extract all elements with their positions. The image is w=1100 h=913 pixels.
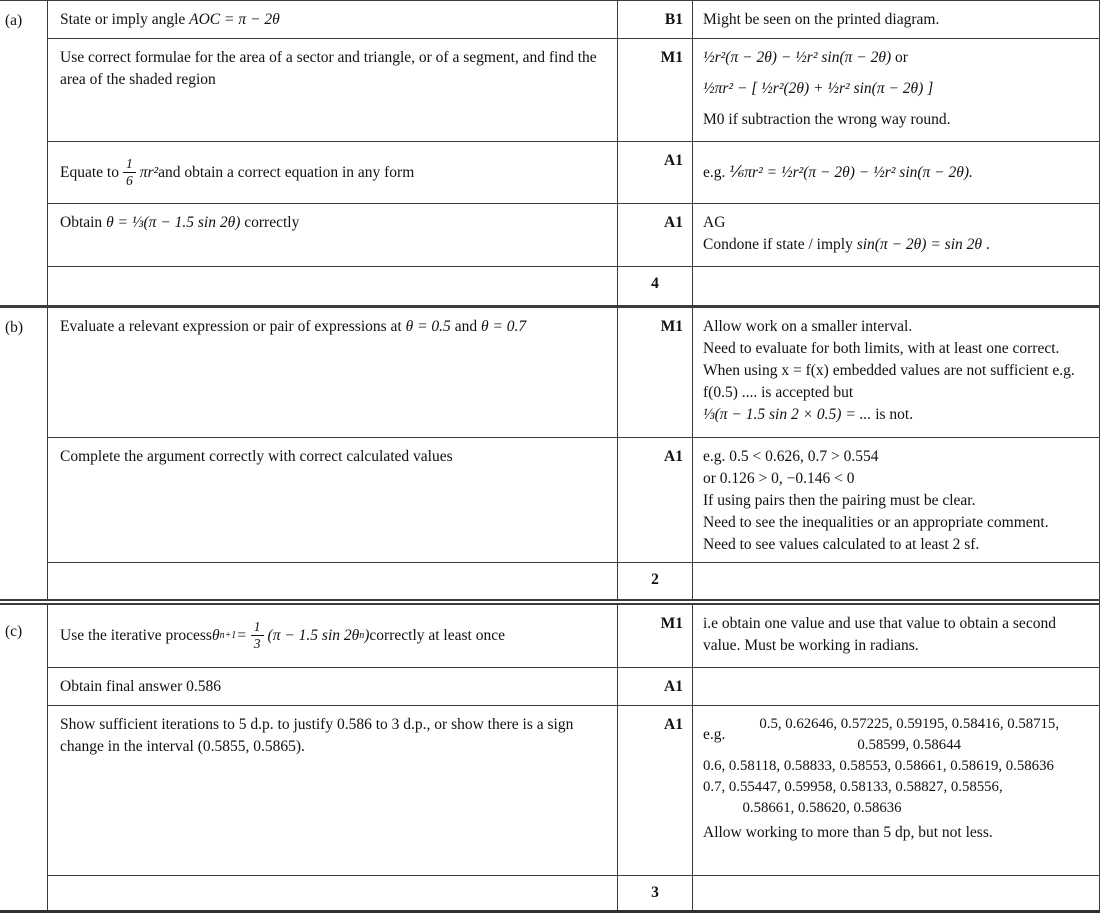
desc-cell <box>48 39 618 142</box>
mark-cell: A1 <box>618 706 693 876</box>
mark-cell: A1 <box>618 142 693 204</box>
comment-cell <box>693 1 1099 39</box>
math-expression: ⅙πr² = ½r²(π − 2θ) − ½r² sin(π − 2θ). <box>729 163 973 181</box>
comment-cell <box>693 142 1099 204</box>
desc-text: Equate to <box>60 163 119 181</box>
math-expression: sin(π − 2θ) = sin 2θ <box>856 236 982 253</box>
desc-text: Show sufficient iterations to 5 d.p. to justify 0.586 to 3 d.p., or show there is a sign change in the interval (0.5855, 0.5865). <box>60 715 574 755</box>
desc-cell-empty <box>48 267 618 305</box>
mark-cell: B1 <box>618 1 693 39</box>
comment-text: is not. <box>871 405 914 423</box>
desc-text: Complete the argument correctly with correct calculated values <box>60 447 453 465</box>
desc-text: Use correct formulae for the area of a sector and triangle, or of a segment, and find the area of the shaded region <box>60 49 597 88</box>
comment-text: Need to see values calculated to at least 2 sf. <box>703 535 980 553</box>
comment-text: or <box>891 49 908 66</box>
mark-cell: A1 <box>618 438 693 563</box>
iteration-values: 0.6, 0.58118, 0.58833, 0.58553, 0.58661, 0.58619, 0.58636 <box>703 757 1054 774</box>
mark-cell: M1 <box>618 308 693 438</box>
mark-cell: A1 <box>618 668 693 706</box>
fraction-numerator: 1 <box>123 157 136 173</box>
desc-cell <box>48 706 618 876</box>
part-label: (b) <box>0 308 48 599</box>
desc-text: correctly <box>240 214 300 231</box>
comment-text: Allow work on a smaller interval. <box>703 317 913 335</box>
total-marks-cell: 4 <box>618 267 693 305</box>
comment-text: AG <box>703 214 726 231</box>
mark-cell: A1 <box>618 204 693 267</box>
desc-text: Obtain <box>60 214 107 231</box>
comment-cell <box>693 308 1099 438</box>
comment-text: Allow working to more than 5 dp, but not less. <box>703 823 993 841</box>
fraction-denominator: 6 <box>125 173 133 188</box>
mark-cell: M1 <box>618 39 693 142</box>
fraction-denominator: 3 <box>253 636 261 651</box>
fraction <box>251 620 264 651</box>
part-label: (c) <box>0 605 48 911</box>
comment-text: Might be seen on the printed diagram. <box>703 11 940 28</box>
comment-cell-empty <box>693 563 1099 599</box>
desc-text: Obtain final answer 0.586 <box>60 677 221 695</box>
desc-text: and obtain a correct equation in any form <box>158 163 415 181</box>
comment-cell <box>693 204 1099 267</box>
comment-cell-empty <box>693 267 1099 305</box>
math-expression: ) <box>364 626 370 644</box>
comment-cell <box>693 605 1099 668</box>
math-expression: θ = 0.5 <box>405 317 451 335</box>
math-expression: πr² <box>139 163 159 181</box>
comment-cell <box>693 39 1099 142</box>
desc-cell: Use the iterative process θ n+1 = $\frac{1}{3}$ (π − 1.5 sin 2θ n ) correctly at least once <box>48 605 618 668</box>
math-expression: θ <box>211 626 220 644</box>
comment-text: e.g. 0.5 < 0.626, 0.7 > 0.554 <box>703 447 879 465</box>
comment-cell <box>693 706 1099 876</box>
math-expression: ½πr² − [ ½r²(2θ) + ½r² sin(π − 2θ) ] <box>703 80 934 97</box>
math-expression: ½r²(π − 2θ) − ½r² sin(π − 2θ) <box>703 49 892 66</box>
desc-text: and <box>450 317 481 335</box>
math-expression: = <box>236 626 247 644</box>
section-c <box>0 605 1099 911</box>
total-marks-cell: 3 <box>618 876 693 911</box>
iteration-values: 0.58599, 0.58644 <box>857 736 961 753</box>
math-expression: (π − 1.5 sin 2θ <box>267 626 360 644</box>
fraction-numerator: 1 <box>251 620 264 636</box>
comment-cell <box>693 438 1099 563</box>
math-expression: ⅓(π − 1.5 sin 2 × 0.5) = ... <box>703 405 872 423</box>
comment-text: or 0.126 > 0, −0.146 < 0 <box>703 469 855 487</box>
iteration-values: 0.5, 0.62646, 0.57225, 0.59195, 0.58416, 0.58715, <box>759 715 1060 732</box>
math-expression: θ = 0.7 <box>480 317 527 335</box>
desc-text: State or imply angle <box>60 11 190 28</box>
fraction <box>123 157 136 188</box>
comment-text: Condone if state / imply <box>703 236 857 253</box>
comment-text: i.e obtain one value and use that value to obtain a second value. Must be working in radians. <box>703 614 1056 654</box>
desc-cell <box>48 1 618 39</box>
iteration-values: 0.7, 0.55447, 0.59958, 0.58133, 0.58827, 0.58556, <box>703 778 1003 795</box>
iteration-values: 0.58661, 0.58620, 0.58636 <box>742 799 902 816</box>
total-marks-cell: 2 <box>618 563 693 599</box>
mark-cell: M1 <box>618 605 693 668</box>
comment-cell-empty <box>693 876 1099 911</box>
math-expression: AOC = π − 2θ <box>189 11 280 28</box>
comment-text: If using pairs then the pairing must be clear. <box>703 491 976 509</box>
comment-cell-empty <box>693 668 1099 706</box>
desc-cell-empty <box>48 563 618 599</box>
comment-text: . <box>982 236 990 253</box>
comment-text: Need to evaluate for both limits, with at least one correct. When using x = f(x) embedded values are not sufficient e.g. f(0.5) .... is accepted but <box>703 339 1075 401</box>
section-b <box>0 308 1099 599</box>
desc-text: correctly at least once <box>369 626 505 644</box>
desc-text: Evaluate a relevant expression or pair of expressions at <box>60 317 406 335</box>
desc-cell-empty <box>48 876 618 911</box>
section-a <box>0 1 1099 305</box>
eg-label: e.g. <box>703 725 726 743</box>
part-label: (a) <box>0 1 48 305</box>
math-expression: θ = ⅓(π − 1.5 sin 2θ) <box>106 214 241 231</box>
comment-text: e.g. <box>703 163 726 181</box>
comment-text: Need to see the inequalities or an appropriate comment. <box>703 513 1049 531</box>
desc-cell <box>48 668 618 706</box>
desc-text: Use the iterative process <box>60 626 212 644</box>
desc-cell <box>48 308 618 438</box>
comment-text: M0 if subtraction the wrong way round. <box>703 111 951 128</box>
desc-cell <box>48 142 618 204</box>
desc-cell <box>48 438 618 563</box>
desc-cell <box>48 204 618 267</box>
